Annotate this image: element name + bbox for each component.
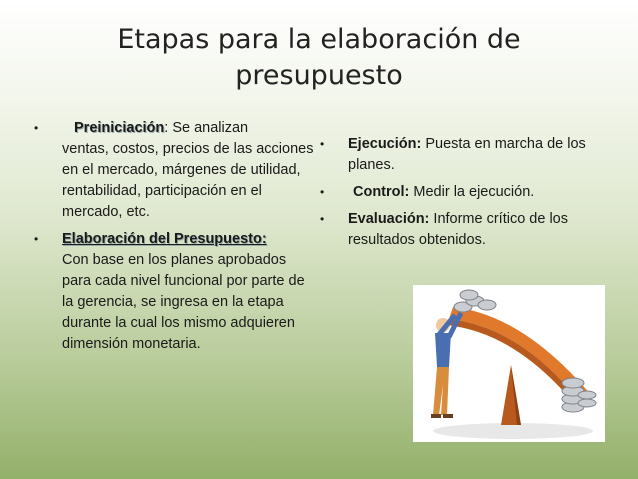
- item-lead: Elaboración del Presupuesto:: [62, 231, 267, 247]
- item-lead: Ejecución:: [348, 136, 422, 152]
- bullet-dot: •: [320, 212, 325, 226]
- title-line-2: presupuesto: [235, 60, 403, 91]
- item-body: ventas, costos, precios de las acciones en el mercado, márgenes de utilidad, rentabilidad, participación en el mercado, etc.: [62, 141, 314, 220]
- item-lead: Evaluación:: [348, 211, 430, 227]
- bullet-dot: •: [34, 121, 39, 135]
- balance-scale-icon: [413, 285, 605, 442]
- item-body: Puesta en marcha de los planes.: [348, 136, 586, 173]
- item-lead: Control:: [353, 184, 410, 200]
- item-body: Informe crítico de los resultados obtenidos.: [348, 211, 568, 248]
- balance-scale-illustration: [413, 285, 605, 442]
- item-body: Medir la ejecución.: [413, 184, 535, 200]
- list-item-evaluacion: [320, 209, 610, 251]
- bullet-dot: •: [34, 232, 39, 246]
- bullet-dot: •: [320, 185, 325, 199]
- list-item-preiniciacion: [34, 118, 316, 223]
- item-body: Con base en los planes aprobados para cada nivel funcional por parte de la gerencia, se ingresa en la etapa durante la cual los mismo adquieren dimensión monetaria.: [62, 252, 305, 352]
- title-line-1: Etapas para la elaboración de: [117, 24, 521, 55]
- slide-title: [0, 22, 638, 94]
- bullet-dot: •: [320, 137, 325, 151]
- item-lead-rest: : Se analizan: [164, 120, 249, 136]
- list-item-ejecucion: [320, 134, 610, 176]
- left-column: [34, 118, 316, 358]
- list-item-control: [320, 182, 610, 203]
- item-lead: Preiniciación: [74, 120, 165, 136]
- right-column: [320, 134, 610, 257]
- list-item-elaboracion: [34, 229, 316, 355]
